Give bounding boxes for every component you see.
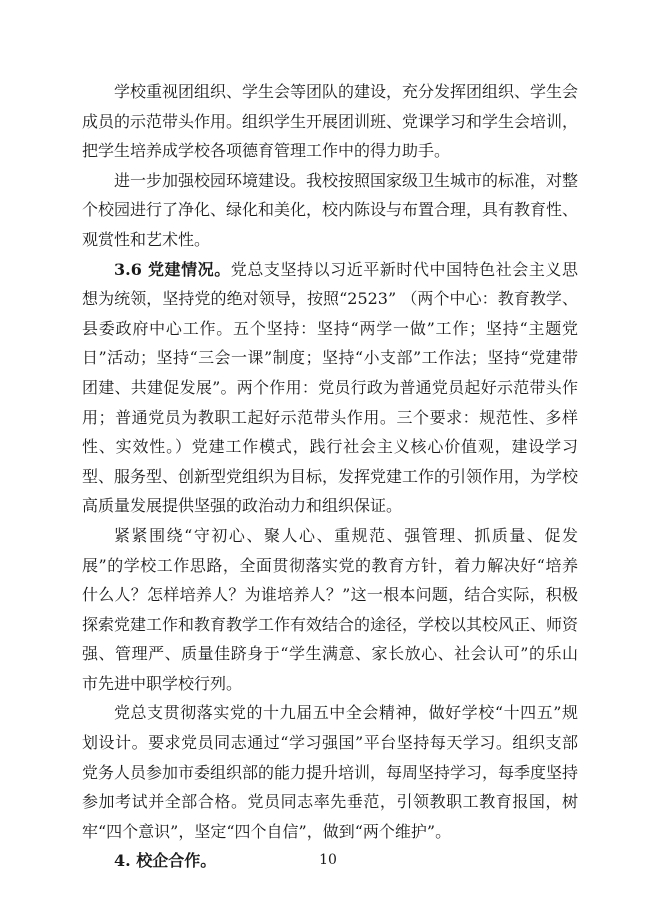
- paragraph-text: 紧紧围绕“守初心、聚人心、重规范、强管理、抓质量、促发展”的学校工作思路，全面贯彻落实党的教育方针，着力解决好“培养什么人？怎样培养人？为谁培养人？”这一根本问题，结合实际，积极探索党建工作和教育教学工作有效结合的途径，学校以其校风正、师资强、管理严、质量佳跻身于“学生满意、家长放心、社会认可”的乐山市先进中职学校行列。: [82, 525, 579, 693]
- paragraph-text: 党总支贯彻落实党的十九届五中全会精神，做好学校“十四五”规划设计。要求党员同志通过“学习强国”平台坚持每天学习。组织支部党务人员参加市委组织部的能力提升培训，每周坚持学习，每季度坚持参加考试并全部合格。党员同志率先垂范，引领教职工教育报国，树牢“四个意识”，坚定“四个自信”，做到“两个维护”。: [82, 703, 579, 841]
- paragraph-student-organizations: [82, 77, 578, 166]
- section-heading-school-enterprise: 4. 校企合作。: [114, 851, 217, 871]
- paragraph-party-study: [82, 698, 578, 846]
- document-body: [82, 77, 578, 876]
- paragraph-text: 进一步加强校园环境建设。我校按照国家级卫生城市的标准，对整个校园进行了净化、绿化和美化，校内陈设与布置合理，具有教育性、观赏性和艺术性。: [82, 170, 579, 249]
- paragraph-party-building: [82, 255, 578, 521]
- paragraph-heading: 3.6 党建情况。: [114, 259, 231, 279]
- paragraph-text: 学校重视团组织、学生会等团队的建设，充分发挥团组织、学生会成员的示范带头作用。组织学生开展团训班、党课学习和学生会培训，把学生培养成学校各项德育管理工作中的得力助手。: [82, 82, 579, 161]
- paragraph-text: 党总支坚持以习近平新时代中国特色社会主义思想为统领，坚持党的绝对领导，按照“2523” （两个中心：教育教学、县委政府中心工作。五个坚持：坚持“两学一做”工作；坚持“主题党日”活动；坚持“三会一课”制度；坚持“小支部”工作法；坚持“党建带团建、共建促发展”。两个作用：党员行政为普通党员起好示范带头作用；普通党员为教职工起好示范带头作用。三个要求：规范性、多样性、实效性。）党建工作模式，践行社会主义核心价值观，建设学习型、服务型、创新型党组织为目标，发挥党建工作的引领作用，为学校高质量发展提供坚强的政治动力和组织保证。: [82, 259, 579, 516]
- paragraph-campus-environment: [82, 166, 578, 255]
- page-number: 10: [319, 852, 337, 868]
- paragraph-school-philosophy: [82, 521, 578, 699]
